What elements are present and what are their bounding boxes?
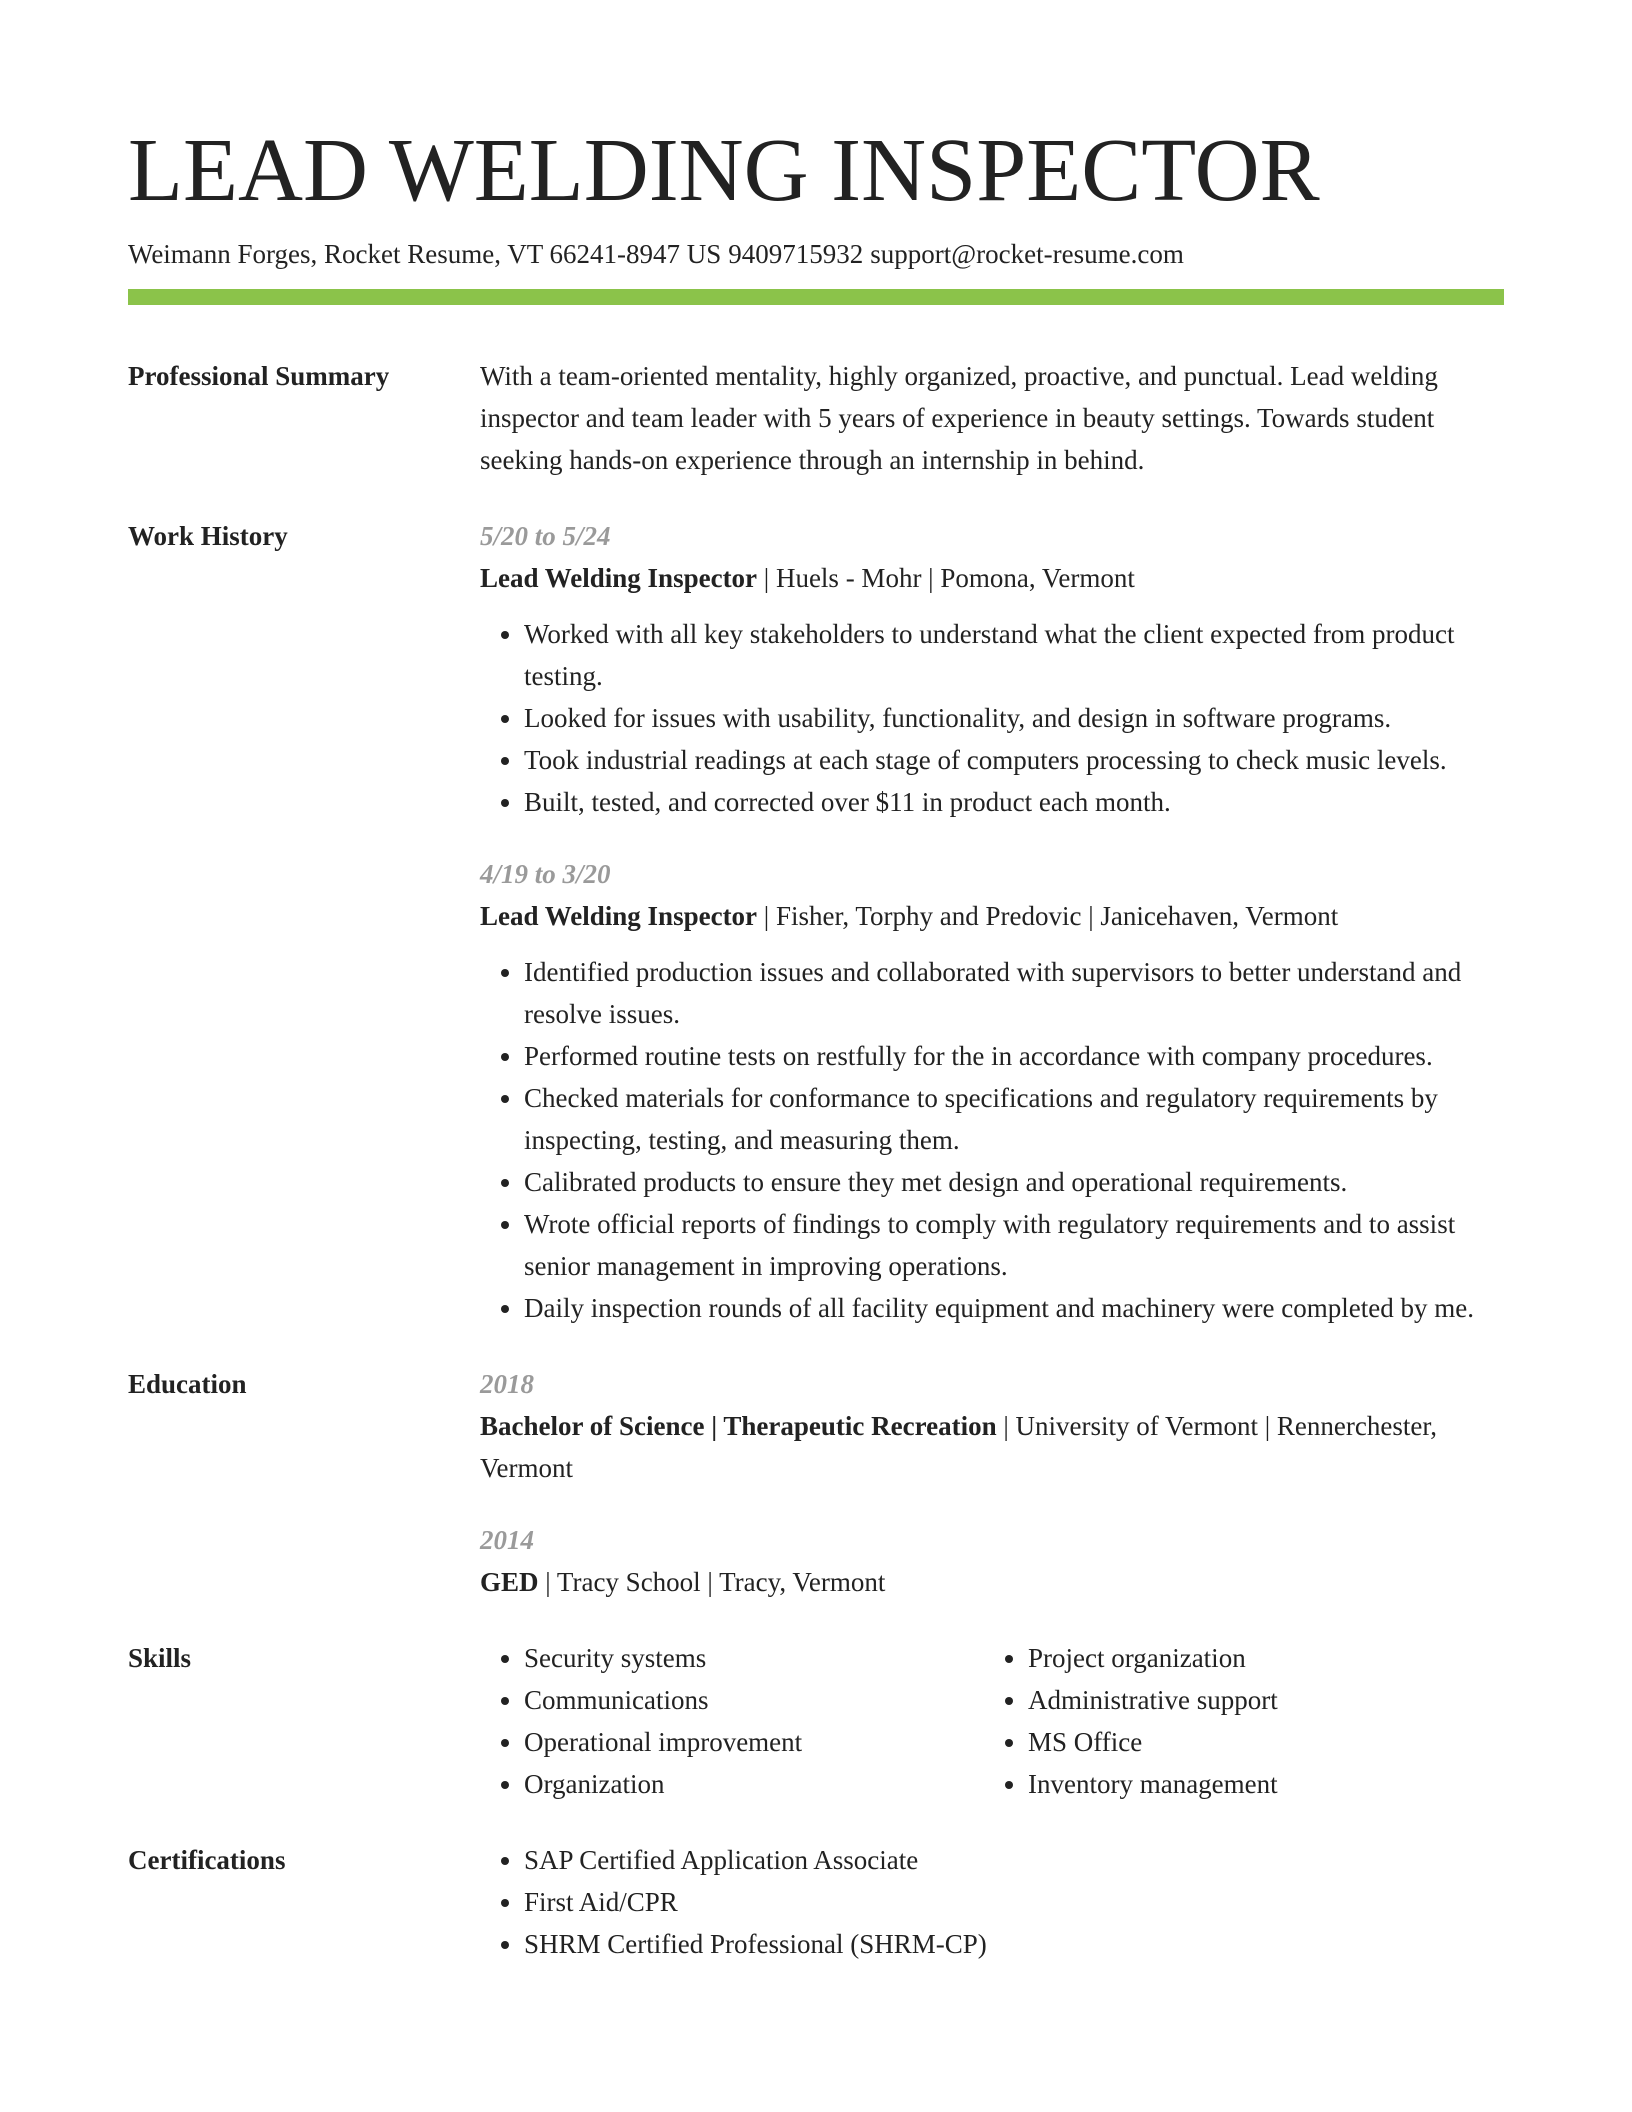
skill-item: • Project organization <box>1028 1637 1488 1679</box>
candidate-title: LEAD WELDING INSPECTOR <box>128 121 1320 220</box>
certifications-section <box>128 1839 1504 1965</box>
job-entry <box>480 515 1504 823</box>
education-degree: GED <box>480 1567 539 1597</box>
job-bullet: • Looked for issues with usability, functionality, and design in software programs. <box>524 697 1504 739</box>
job-bullet: • Performed routine tests on restfully for the in accordance with company procedures. <box>524 1035 1504 1077</box>
summary-heading: Professional Summary <box>128 361 390 391</box>
job-role-line <box>480 557 1504 599</box>
skill-item: • Administrative support <box>1028 1679 1488 1721</box>
job-dates: 4/19 to 3/20 <box>480 859 611 889</box>
education-degree: Bachelor of Science | Therapeutic Recreation <box>480 1411 997 1441</box>
job-bullet: • Took industrial readings at each stage of computers processing to check music levels. <box>524 739 1504 781</box>
job-bullets <box>480 613 1504 823</box>
summary-section <box>128 355 1504 481</box>
job-dates: 5/20 to 5/24 <box>480 521 611 551</box>
skills-section <box>128 1637 1504 1805</box>
job-bullets <box>480 951 1504 1329</box>
job-company: | Huels - Mohr | Pomona, Vermont <box>757 563 1135 593</box>
education-entry <box>480 1363 1504 1489</box>
certifications-heading: Certifications <box>128 1845 286 1875</box>
job-bullet: • Daily inspection rounds of all facility equipment and machinery were completed by me. <box>524 1287 1504 1329</box>
job-role-line <box>480 895 1504 937</box>
skill-item: • Operational improvement <box>524 1721 984 1763</box>
skill-item: • Security systems <box>524 1637 984 1679</box>
certification-item: • SAP Certified Application Associate <box>524 1839 1504 1881</box>
education-year: 2014 <box>480 1525 534 1555</box>
skills-list-right <box>984 1637 1488 1805</box>
skill-item: • Communications <box>524 1679 984 1721</box>
header-divider <box>128 289 1504 305</box>
contact-email: support@rocket-resume.com <box>870 239 1184 269</box>
summary-text: With a team-oriented mentality, highly organized, proactive, and punctual. Lead welding inspector and team leader with 5 years of experience in beauty settings. Towards student seeking hands-on experience through an internship in behind. <box>480 361 1438 475</box>
job-bullet: • Checked materials for conformance to specifications and regulatory requirements by inspecting, testing, and measuring them. <box>524 1077 1504 1161</box>
skill-item: • Organization <box>524 1763 984 1805</box>
skills-heading: Skills <box>128 1643 192 1673</box>
skill-item: • Inventory management <box>1028 1763 1488 1805</box>
skills-list-left <box>480 1637 984 1805</box>
education-line <box>480 1561 1504 1603</box>
work-history-section <box>128 515 1504 1329</box>
education-section <box>128 1363 1504 1603</box>
education-year: 2018 <box>480 1369 534 1399</box>
contact-address: Weimann Forges, Rocket Resume, VT 66241-8947 US <box>128 239 722 269</box>
work-history-heading: Work History <box>128 521 288 551</box>
contact-phone: 9409715932 <box>728 239 864 269</box>
job-bullet: • Worked with all key stakeholders to understand what the client expected from product testing. <box>524 613 1504 697</box>
education-school: | Tracy School | Tracy, Vermont <box>538 1567 886 1597</box>
contact-line <box>128 234 1504 274</box>
certification-item: • First Aid/CPR <box>524 1881 1504 1923</box>
resume-page <box>128 118 1504 1965</box>
job-bullet: • Built, tested, and corrected over $11 in product each month. <box>524 781 1504 823</box>
certifications-list <box>480 1839 1504 1965</box>
job-bullet: • Identified production issues and collaborated with supervisors to better understand and resolve issues. <box>524 951 1504 1035</box>
job-company: | Fisher, Torphy and Predovic | Janicehaven, Vermont <box>757 901 1339 931</box>
education-school: | University of Vermont | Rennerchester, Vermont <box>480 1411 1437 1483</box>
job-role: Lead Welding Inspector <box>480 901 758 931</box>
job-entry <box>480 853 1504 1329</box>
job-bullet: • Wrote official reports of findings to comply with regulatory requirements and to assist senior management in improving operations. <box>524 1203 1504 1287</box>
skill-item: • MS Office <box>1028 1721 1488 1763</box>
education-heading: Education <box>128 1369 247 1399</box>
certification-item: • SHRM Certified Professional (SHRM-CP) <box>524 1923 1504 1965</box>
education-line <box>480 1405 1504 1489</box>
job-role: Lead Welding Inspector <box>480 563 758 593</box>
education-entry <box>480 1519 1504 1603</box>
job-bullet: • Calibrated products to ensure they met design and operational requirements. <box>524 1161 1504 1203</box>
